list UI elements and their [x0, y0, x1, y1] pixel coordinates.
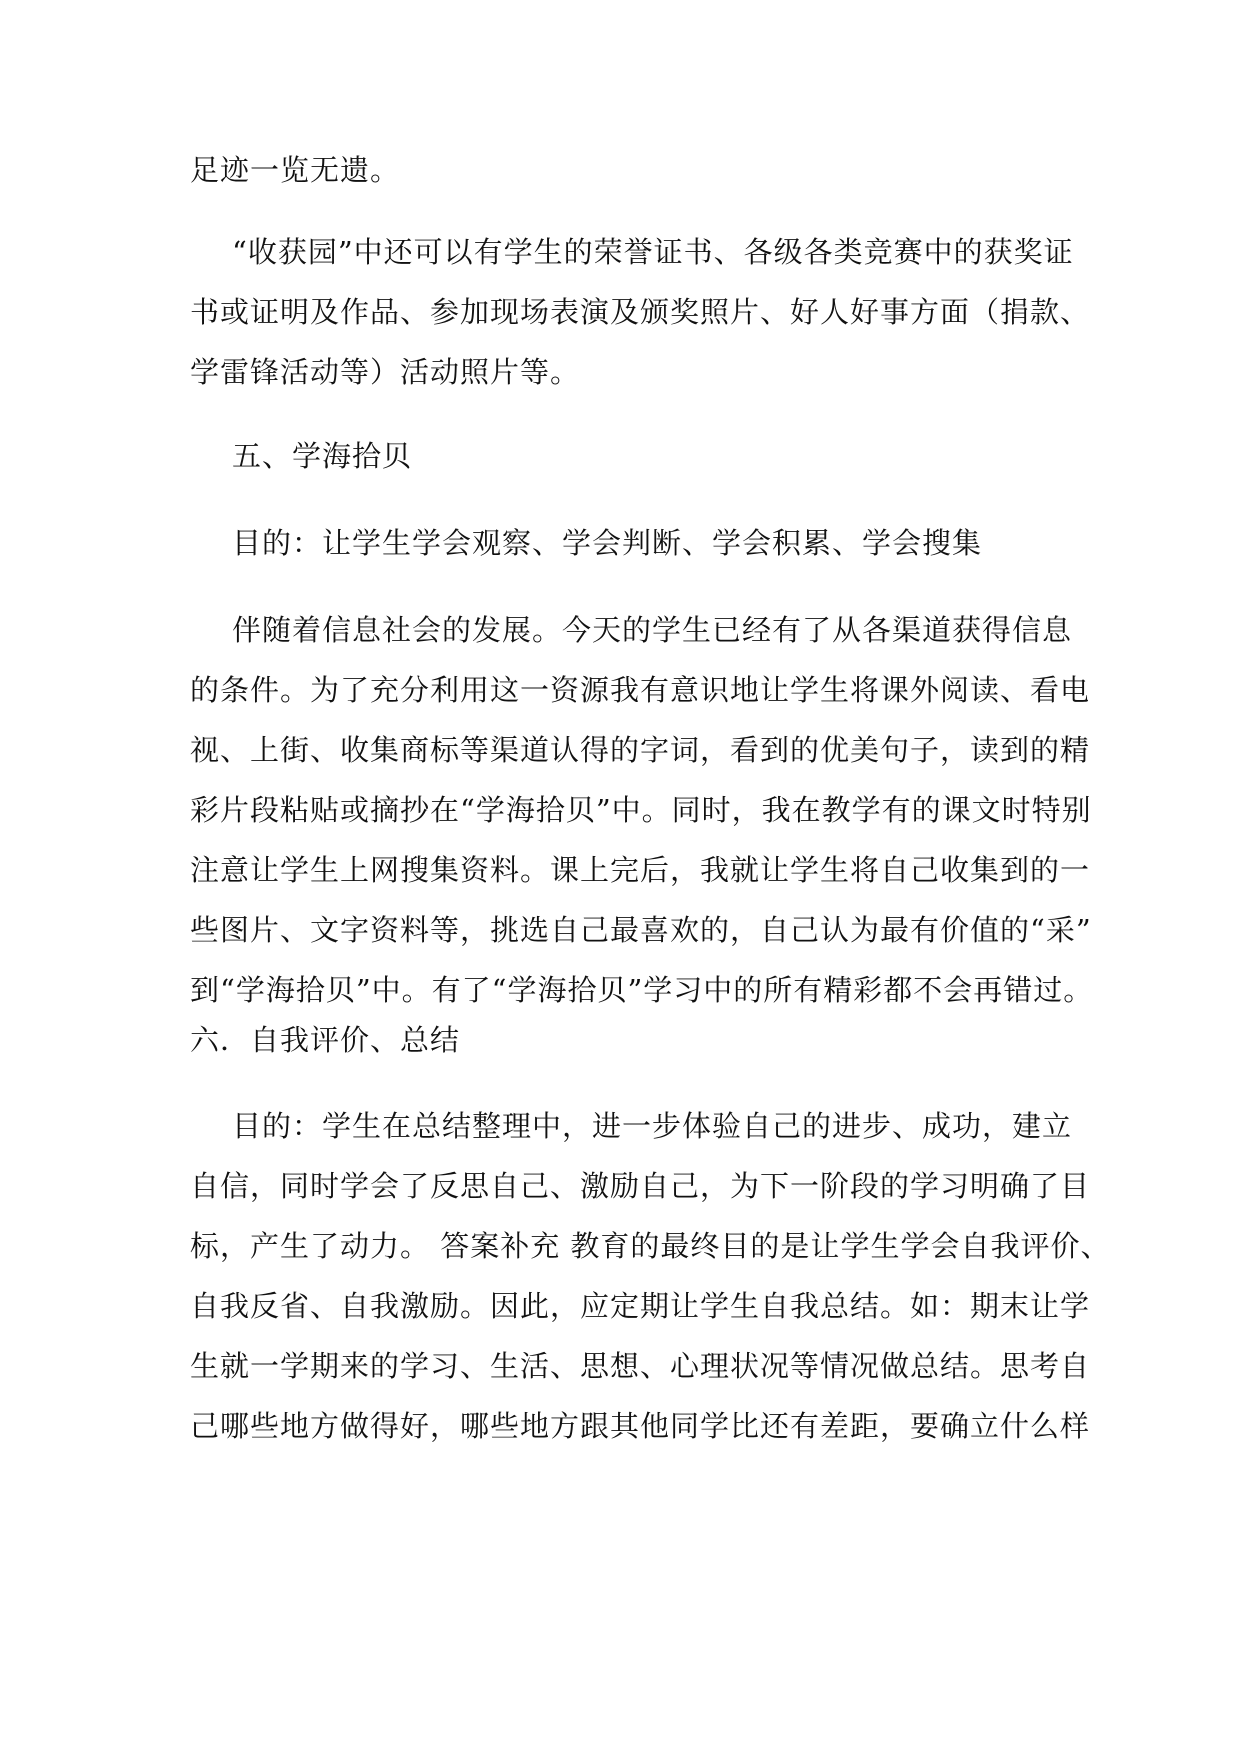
text-line: 学雷锋活动等）活动照片等。 [190, 355, 581, 389]
text-line: 注意让学生上网搜集资料。课上完后，我就让学生将自己收集到的一 [190, 853, 1091, 887]
text-line: 足迹一览无遗。 [190, 153, 401, 187]
text-line: 到“学海拾贝”中。有了“学海拾贝”学习中的所有精彩都不会再错过。 [190, 973, 1094, 1007]
text-line: 己哪些地方做得好，哪些地方跟其他同学比还有差距，要确立什么样 [190, 1409, 1091, 1443]
text-line: 伴随着信息社会的发展。今天的学生已经有了从各渠道获得信息 [232, 613, 1073, 647]
text-line: 视、上街、收集商标等渠道认得的字词，看到的优美句子，读到的精 [190, 733, 1091, 767]
text-line: 自信，同时学会了反思自己、激励自己，为下一阶段的学习明确了目 [190, 1169, 1091, 1203]
text-line: 标，产生了动力。 答案补充 教育的最终目的是让学生学会自我评价、 [190, 1229, 1111, 1263]
text-line: 自我反省、自我激励。因此，应定期让学生自我总结。如：期末让学 [190, 1289, 1091, 1323]
section-heading: 五、学海拾贝 [232, 439, 413, 473]
text-line: 些图片、文字资料等，挑选自己最喜欢的，自己认为最有价值的“采” [190, 913, 1092, 947]
text-line: 书或证明及作品、参加现场表演及颁奖照片、好人好事方面（捐款、 [190, 295, 1091, 329]
section-heading: 六．自我评价、总结 [190, 1023, 461, 1057]
text-line: 生就一学期来的学习、生活、思想、心理状况等情况做总结。思考自 [190, 1349, 1091, 1383]
text-line: 目的：学生在总结整理中，进一步体验自己的进步、成功，建立 [232, 1109, 1073, 1143]
text-line: 目的：让学生学会观察、学会判断、学会积累、学会搜集 [232, 526, 983, 560]
text-line: “收获园”中还可以有学生的荣誉证书、各级各类竞赛中的获奖证 [232, 235, 1074, 269]
text-line: 的条件。为了充分利用这一资源我有意识地让学生将课外阅读、看电 [190, 673, 1091, 707]
text-line: 彩片段粘贴或摘抄在“学海拾贝”中。同时，我在教学有的课文时特别 [190, 793, 1092, 827]
